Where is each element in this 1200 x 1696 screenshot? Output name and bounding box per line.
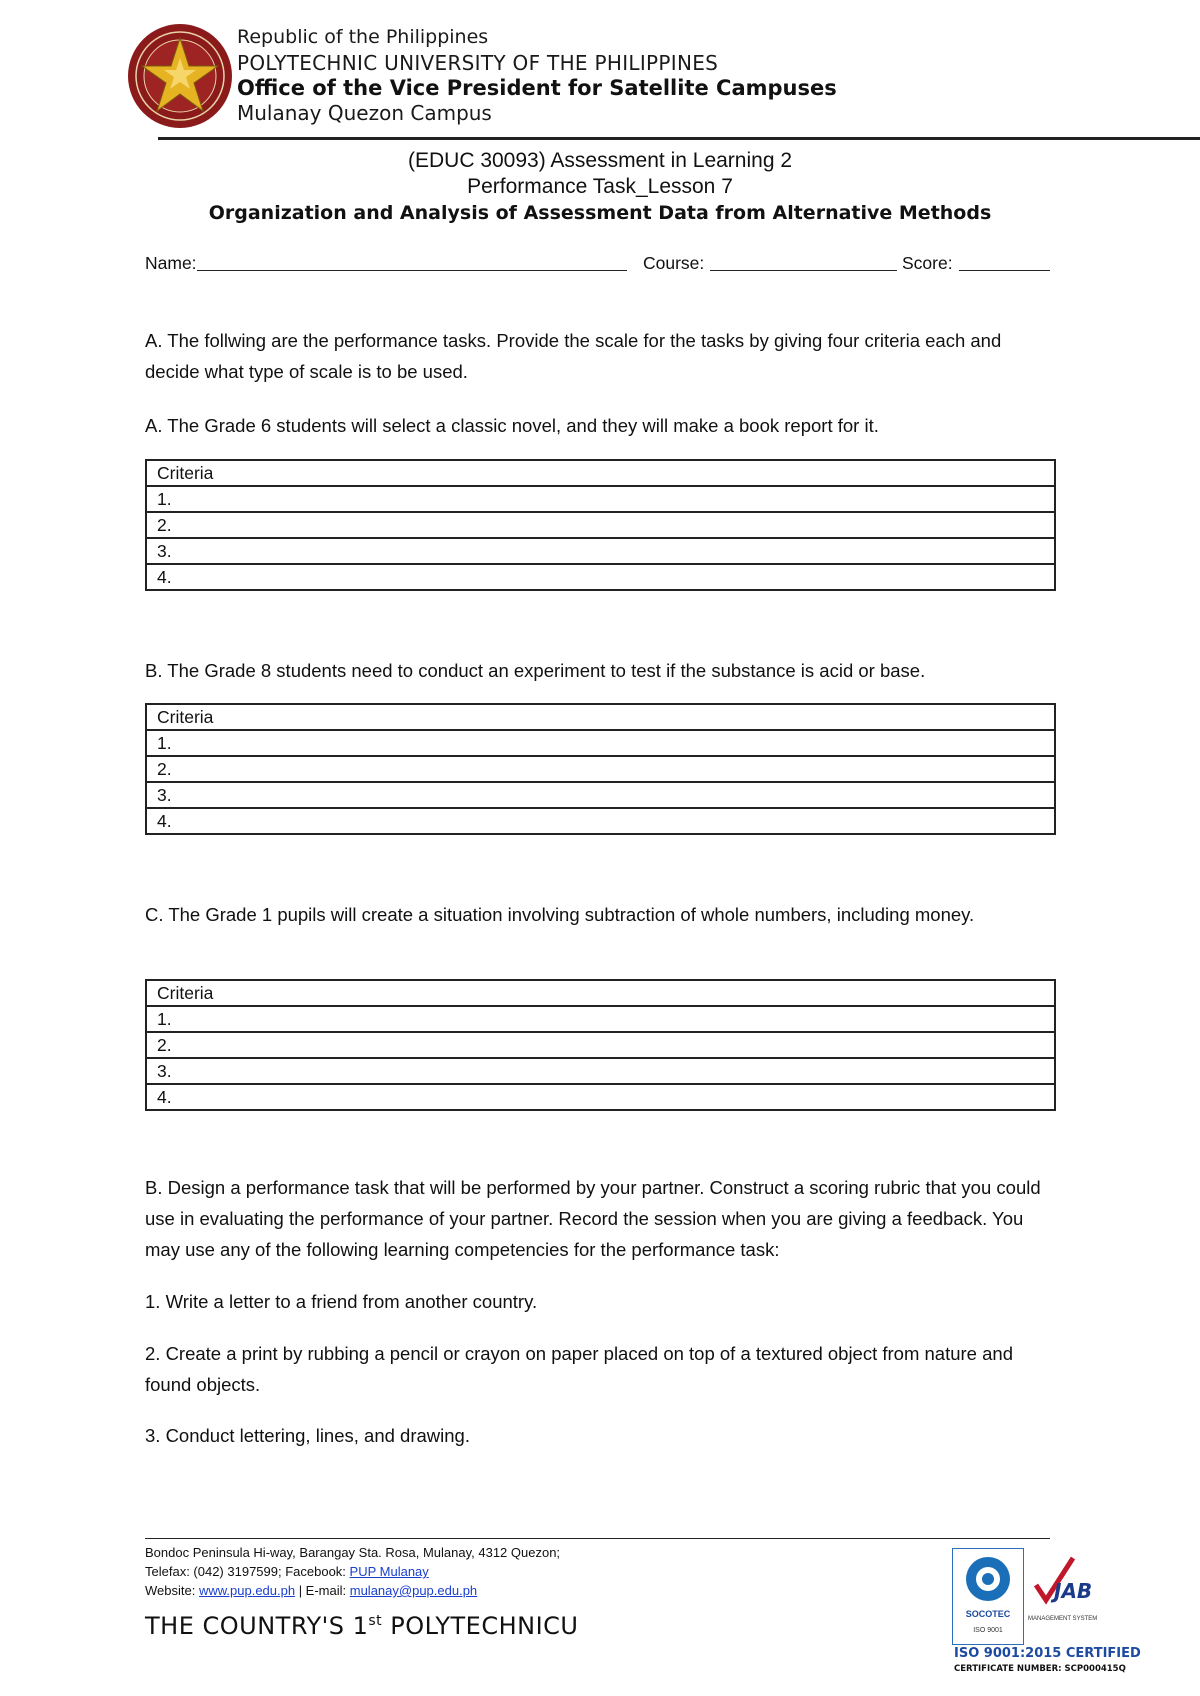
socotec-logo: SOCOTEC ISO 9001 <box>952 1548 1024 1645</box>
criteria-row-1[interactable]: 1. <box>146 1006 1055 1032</box>
criteria-header: Criteria <box>146 980 1055 1006</box>
criteria-row-4[interactable]: 4. <box>146 808 1055 834</box>
part-b-intro: B. Design a performance task that will be performed by your partner. Construct a scoring rubric that you could use in evaluating the performance of your partner. Record the session when you are giving a feedback. You may use any of the following learning competencies for the performance task: <box>145 1177 1041 1260</box>
course-field[interactable] <box>643 248 897 279</box>
score-field[interactable] <box>902 248 1050 279</box>
footer-web: Website: www.pup.edu.ph | E-mail: mulanay@pup.edu.ph <box>145 1583 478 1598</box>
header-rule <box>158 137 1200 140</box>
criteria-row-4[interactable]: 4. <box>146 1084 1055 1110</box>
university-name: POLYTECHNIC UNIVERSITY OF THE PHILIPPINES <box>237 51 719 75</box>
website-link[interactable]: www.pup.edu.ph <box>198 1583 296 1598</box>
competency-2: 2. Create a print by rubbing a pencil or crayon on paper placed on top of a textured object from nature and found objects. <box>145 1343 1013 1395</box>
criteria-header: Criteria <box>146 704 1055 730</box>
criteria-row-3[interactable]: 3. <box>146 1058 1055 1084</box>
course-label: Course: <box>643 253 705 273</box>
jab-icon <box>1028 1550 1098 1610</box>
part-a-intro: A. The follwing are the performance tasks. Provide the scale for the tasks by giving four criteria each and decide what type of scale is to be used. <box>145 330 1002 382</box>
office-name: Office of the Vice President for Satellite Campuses <box>237 76 837 100</box>
task-a: A. The Grade 6 students will select a classic novel, and they will make a book report for it. <box>145 415 879 436</box>
criteria-row-3[interactable]: 3. <box>146 538 1055 564</box>
task-b: B. The Grade 8 students need to conduct an experiment to test if the substance is acid or base. <box>145 660 926 681</box>
score-label: Score: <box>902 253 953 273</box>
footer-slogan: THE COUNTRY'S 1st POLYTECHNICU <box>145 1612 579 1640</box>
criteria-table-a <box>145 459 1056 591</box>
republic-label: Republic of the Philippines <box>237 26 489 48</box>
facebook-link[interactable]: PUP Mulanay <box>349 1564 429 1579</box>
competency-1: 1. Write a letter to a friend from another country. <box>145 1291 538 1312</box>
socotec-icon <box>953 1549 1023 1609</box>
jab-logo: JAB MANAGEMENT SYSTEM <box>1028 1550 1098 1642</box>
campus-name: Mulanay Quezon Campus <box>237 101 492 125</box>
footer-telefax: Telefax: (042) 3197599; Facebook: PUP Mulanay <box>145 1564 429 1579</box>
criteria-row-2[interactable]: 2. <box>146 756 1055 782</box>
criteria-row-2[interactable]: 2. <box>146 1032 1055 1058</box>
svg-text:JAB: JAB <box>1054 1579 1093 1603</box>
criteria-table-b <box>145 703 1056 835</box>
email-link[interactable]: mulanay@pup.edu.ph <box>349 1583 478 1598</box>
topic-title: Organization and Analysis of Assessment Data from Alternative Methods <box>208 202 992 224</box>
competency-3: 3. Conduct lettering, lines, and drawing. <box>145 1425 470 1446</box>
iso-certified: ISO 9001:2015 CERTIFIED <box>954 1646 1141 1661</box>
criteria-header: Criteria <box>146 460 1055 486</box>
criteria-row-1[interactable]: 1. <box>146 730 1055 756</box>
course-title: (EDUC 30093) Assessment in Learning 2 <box>407 149 793 172</box>
criteria-row-4[interactable]: 4. <box>146 564 1055 590</box>
task-title: Performance Task_Lesson 7 <box>467 175 733 198</box>
certificate-number: CERTIFICATE NUMBER: SCP000415Q <box>954 1664 1126 1674</box>
name-field[interactable] <box>145 248 627 279</box>
footer-rule <box>145 1538 1050 1539</box>
footer-address: Bondoc Peninsula Hi-way, Barangay Sta. Rosa, Mulanay, 4312 Quezon; <box>145 1545 561 1560</box>
criteria-row-3[interactable]: 3. <box>146 782 1055 808</box>
university-seal <box>125 22 235 130</box>
task-c: C. The Grade 1 pupils will create a situation involving subtraction of whole numbers, including money. <box>145 904 975 925</box>
criteria-table-c <box>145 979 1056 1111</box>
name-label: Name: <box>145 253 197 273</box>
criteria-row-1[interactable]: 1. <box>146 486 1055 512</box>
criteria-row-2[interactable]: 2. <box>146 512 1055 538</box>
